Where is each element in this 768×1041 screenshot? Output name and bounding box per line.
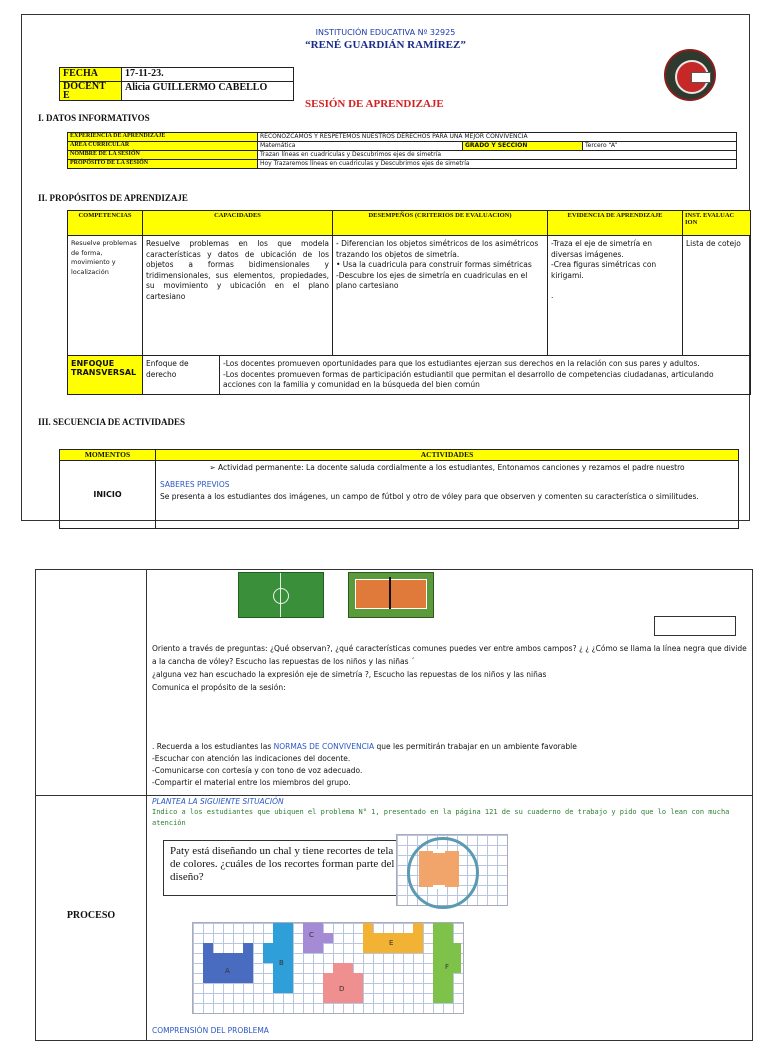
- fecha-docente-table: [59, 67, 294, 101]
- desempeno-1: - Diferencian los objetos simétricos de los asimétricos trazando los objetos de simetría.: [336, 239, 539, 259]
- norma-1: -Escuchar con atención las indicaciones del docente.: [152, 754, 351, 763]
- piece-f-label: F: [445, 963, 450, 971]
- document-page-1: [21, 14, 750, 521]
- header-desempenos: DESEMPEÑOS (CRITERIOS DE EVALUACION): [333, 211, 548, 236]
- shawl-design-grid: [396, 834, 508, 906]
- grado-value: Tercero “A”: [583, 142, 737, 151]
- actividad-permanente: ➢ Actividad permanente: La docente saluda cordialmente a los estudiantes, Entonamos canciones y rezamos el padre nuestro: [209, 463, 685, 472]
- soccer-field-image: [238, 572, 324, 618]
- orient-text-3: Comunica el propósito de la sesión:: [152, 683, 286, 692]
- comprension-title: COMPRENSIÓN DEL PROBLEMA: [152, 1026, 269, 1035]
- enfoque-row: [143, 356, 751, 395]
- instrumento-cell: Lista de cotejo: [683, 236, 751, 356]
- piece-f: [433, 923, 453, 1003]
- school-name: “RENÉ GUARDIÁN RAMÍREZ”: [305, 39, 466, 51]
- enfoque-text: [220, 356, 750, 394]
- evidencia-cell: [548, 236, 683, 356]
- nombre-sesion-label: NOMBRE DE LA SESIÓN: [68, 151, 258, 160]
- piece-b: [273, 923, 293, 993]
- piece-e-label: E: [389, 939, 394, 947]
- orient-text-2: ¿alguna vez han escuchado la expresión eje de simetría ?, Escucho las repuestas de los niños y las niñas: [152, 670, 547, 679]
- experiencia-value: RECONOZCAMOS Y RESPETEMOS NUESTROS DERECHOS PARA UNA MEJOR CONVIVENCIA: [258, 133, 737, 142]
- saberes-title: SABERES PREVIOS: [160, 480, 230, 489]
- propositos-table: [67, 210, 751, 395]
- column-divider: [146, 570, 147, 1040]
- evidencia-1: -Traza el eje de simetría en diversas imágenes.: [551, 239, 652, 259]
- section-3-title: III. SECUENCIA DE ACTIVIDADES: [38, 417, 186, 427]
- enfoque-text-2: -Los docentes promueven formas de participación estudiantil que permitan el desarrollo de competencias ciudadanas, articulando acciones con la familia y comunidad en la búsqueda del bien común: [223, 369, 714, 389]
- document-page-2: [21, 564, 748, 1034]
- evidencia-2: -Crea figuras simétricas con kirigami.: [551, 260, 657, 280]
- page-2-frame: [35, 569, 753, 1041]
- orient-text-1: Oriento a través de preguntas: ¿Qué observan?, ¿qué características comunes puedes ver entre ambos campos? ¿ ¿ ¿Cómo se llama la línea negra que divide a la cancha de vóley? Escucho las repuestas de los niños y las niñas ´: [152, 644, 747, 666]
- norma-2: -Comunicarse con cortesía y con tono de voz adecuado.: [152, 766, 363, 775]
- volleyball-court-image: [348, 572, 434, 618]
- capacidad-cell: Resuelve problemas en los que modela características y datos de ubicación de los objetos a formas bidimensionales y tridimensionales, sus elementos, propiedades, su movimiento y ubicación en el plano cartesiano: [143, 236, 333, 356]
- grado-label: GRADO Y SECCIÓN: [463, 142, 583, 151]
- desempeno-3: -Descubre los ejes de simetría en cuadriculas en el plano cartesiano: [336, 270, 528, 290]
- norma-3: -Compartir el material entre los miembros del grupo.: [152, 778, 351, 787]
- session-title: SESIÓN DE APRENDIZAJE: [305, 98, 444, 110]
- proposito-value: Hoy Trazaremos líneas en cuadriculas y Descubrimos ejes de simetría: [258, 160, 737, 169]
- docente-label: DOCENT E: [60, 82, 122, 101]
- desempeno-2: • Usa la cuadricula para construir formas simétricas: [336, 260, 532, 269]
- normas-prefix: . Recuerda a los estudiantes las: [152, 742, 274, 751]
- school-label: INSTITUCIÓN EDUCATIVA Nº 32925: [315, 28, 456, 37]
- normas-suffix: que les permitirán trabajar en un ambiente favorable: [374, 742, 577, 751]
- desempeno-cell: [333, 236, 548, 356]
- header-instrumento: INST. EVALUAC ION: [683, 211, 751, 236]
- fecha-value: 17-11-23.: [122, 68, 294, 82]
- proposito-label: PROPÓSITO DE LA SESIÓN: [68, 160, 258, 169]
- piece-c-label: C: [309, 931, 314, 939]
- header-competencias: COMPETENCIAS: [68, 211, 143, 236]
- fabric-pieces-grid: [192, 922, 464, 1014]
- section-2-title: II. PROPÓSITOS DE APRENDIZAJE: [38, 193, 188, 203]
- header-evidencia: EVIDENCIA DE APRENDIZAJE: [548, 211, 683, 236]
- enfoque-label: ENFOQUE TRANSVERSAL: [68, 356, 143, 395]
- fecha-label: FECHA: [60, 68, 122, 82]
- empty-box: [654, 616, 736, 636]
- secuencia-table: [59, 449, 739, 529]
- plantea-title: PLANTEA LA SIGUIENTE SITUACIÓN: [152, 797, 284, 806]
- row-divider: [36, 795, 752, 796]
- competencia-cell: Resuelve problemas de forma, movimiento y localización: [68, 236, 143, 356]
- piece-b-label: B: [279, 959, 284, 967]
- piece-a-label: A: [225, 967, 230, 975]
- problem-box: Paty está diseñando un chal y tiene recortes de tela de colores. ¿cuáles de los recortes forman parte del diseño?: [163, 840, 403, 896]
- proceso-label: PROCESO: [66, 910, 116, 921]
- area-value: Matemática: [258, 142, 463, 151]
- piece-d-label: D: [339, 985, 345, 993]
- inicio-activities: [156, 461, 739, 529]
- plantea-text: Indico a los estudiantes que ubiquen el problema N° 1, presentado en la página 121 de su cuaderno de trabajo y pido que lo lean con mucha atención: [152, 808, 730, 827]
- docente-value: Alicia GUILLERMO CABELLO: [122, 82, 294, 101]
- saberes-text: Se presenta a los estudiantes dos imágenes, un campo de fútbol y otro de vóley para que observen y comenten su característica o similitudes.: [160, 492, 699, 501]
- nombre-sesion-value: Trazan líneas en cuadriculas y Descubrimos ejes de simetría: [258, 151, 737, 160]
- enfoque-name: Enfoque de derecho: [143, 356, 220, 394]
- experiencia-label: EXPERIENCIA DE APRENDIZAJE: [68, 133, 258, 142]
- normas-highlight: NORMAS DE CONVIVENCIA: [273, 742, 375, 751]
- header-actividades: ACTIVIDADES: [156, 450, 739, 461]
- school-logo-icon: [664, 49, 716, 101]
- inicio-label: INICIO: [60, 461, 156, 529]
- header-capacidades: CAPACIDADES: [143, 211, 333, 236]
- enfoque-text-1: -Los docentes promueven oportunidades para que los estudiantes ejerzan sus derechos en la relación con sus pares y adultos.: [223, 359, 700, 368]
- evidencia-3: .: [551, 291, 554, 300]
- datos-informativos-table: [67, 132, 737, 169]
- area-label: AREA CURRICULAR: [68, 142, 258, 151]
- section-1-title: I. DATOS INFORMATIVOS: [38, 113, 150, 123]
- header-momentos: MOMENTOS: [60, 450, 156, 461]
